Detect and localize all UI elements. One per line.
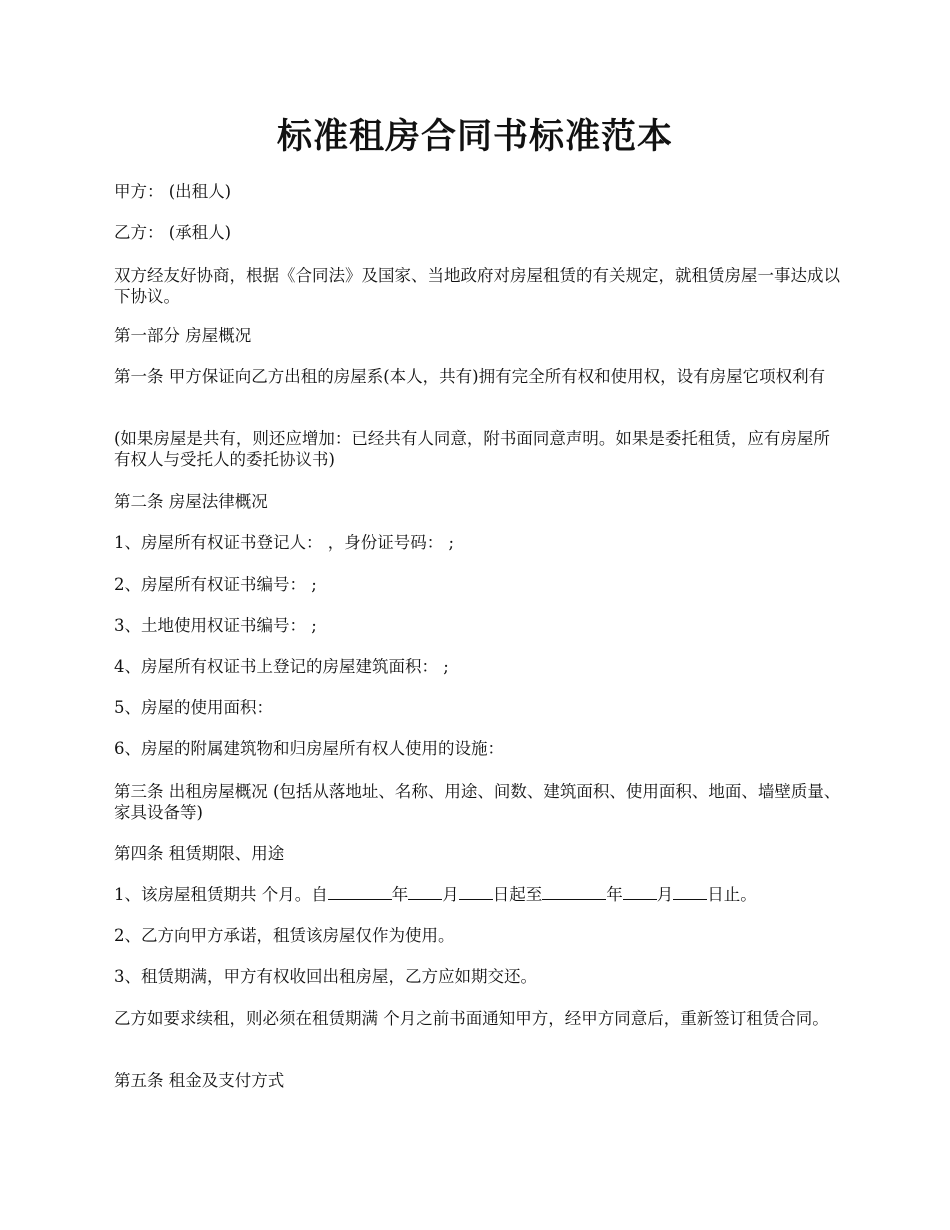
article-one-note: (如果房屋是共有，则还应增加：已经共有人同意，附书面同意声明。如果是委托租赁，应有房屋所有权人与受托人的委托协议书) <box>114 429 830 469</box>
clause-2-3: 3、土地使用权证书编号： ; <box>114 616 317 635</box>
article-five-heading: 第五条 租金及支付方式 <box>114 1071 285 1090</box>
blank-end-month <box>623 898 657 900</box>
clause-4-3: 3、租赁期满，甲方有权收回出租房屋，乙方应如期交还。 <box>114 967 537 986</box>
lease-term-month-1: 月 <box>442 885 459 904</box>
clause-2-4: 4、房屋所有权证书上登记的房屋建筑面积： ; <box>114 657 449 676</box>
blank-start-year <box>328 898 392 900</box>
party-b-line: 乙方： (承租人) <box>114 223 232 242</box>
clause-2-2: 2、房屋所有权证书编号： ; <box>114 575 317 594</box>
lease-term-year-2: 年 <box>606 885 623 904</box>
clause-2-5: 5、房屋的使用面积： <box>114 698 273 717</box>
article-two-heading: 第二条 房屋法律概况 <box>114 492 268 511</box>
blank-end-day <box>673 898 707 900</box>
lease-term-month-2: 月 <box>656 885 674 904</box>
blank-start-month <box>408 898 442 900</box>
lease-term-prefix: 1、该房屋租赁期共 个月。自 <box>114 885 328 904</box>
article-one-paragraph: 第一条 甲方保证向乙方出租的房屋系(本人，共有)拥有完全所有权和使用权，设有房屋它项权利有 <box>114 367 826 386</box>
clause-2-1: 1、房屋所有权证书登记人： ，身份证号码： ; <box>114 533 455 552</box>
clause-4-1-lease-term <box>114 884 844 905</box>
part-one-heading: 第一部分 房屋概况 <box>114 326 252 345</box>
renewal-paragraph: 乙方如要求续租，则必须在租赁期满 个月之前书面通知甲方，经甲方同意后，重新签订租赁合同。 <box>114 1009 829 1028</box>
lease-term-day-1: 日起至 <box>492 885 543 904</box>
preamble-paragraph: 双方经友好协商，根据《合同法》及国家、当地政府对房屋租赁的有关规定，就租赁房屋一事达成以下协议。 <box>114 266 840 306</box>
party-a-line: 甲方： (出租人) <box>114 182 232 201</box>
clause-4-2: 2、乙方向甲方承诺，租赁该房屋仅作为使用。 <box>114 926 455 945</box>
clause-2-6: 6、房屋的附属建筑物和归房屋所有权人使用的设施： <box>114 739 504 758</box>
document-title: 标准租房合同书标准范本 <box>276 116 673 157</box>
blank-start-day <box>459 898 493 900</box>
lease-term-year-1: 年 <box>391 885 409 904</box>
article-four-heading: 第四条 租赁期限、用途 <box>114 844 285 863</box>
lease-term-day-2: 日止。 <box>707 885 757 904</box>
article-three-paragraph: 第三条 出租房屋概况 (包括从落地址、名称、用途、间数、建筑面积、使用面积、地面、墙壁质量、家具设备等) <box>114 782 841 822</box>
blank-end-year <box>542 898 606 900</box>
